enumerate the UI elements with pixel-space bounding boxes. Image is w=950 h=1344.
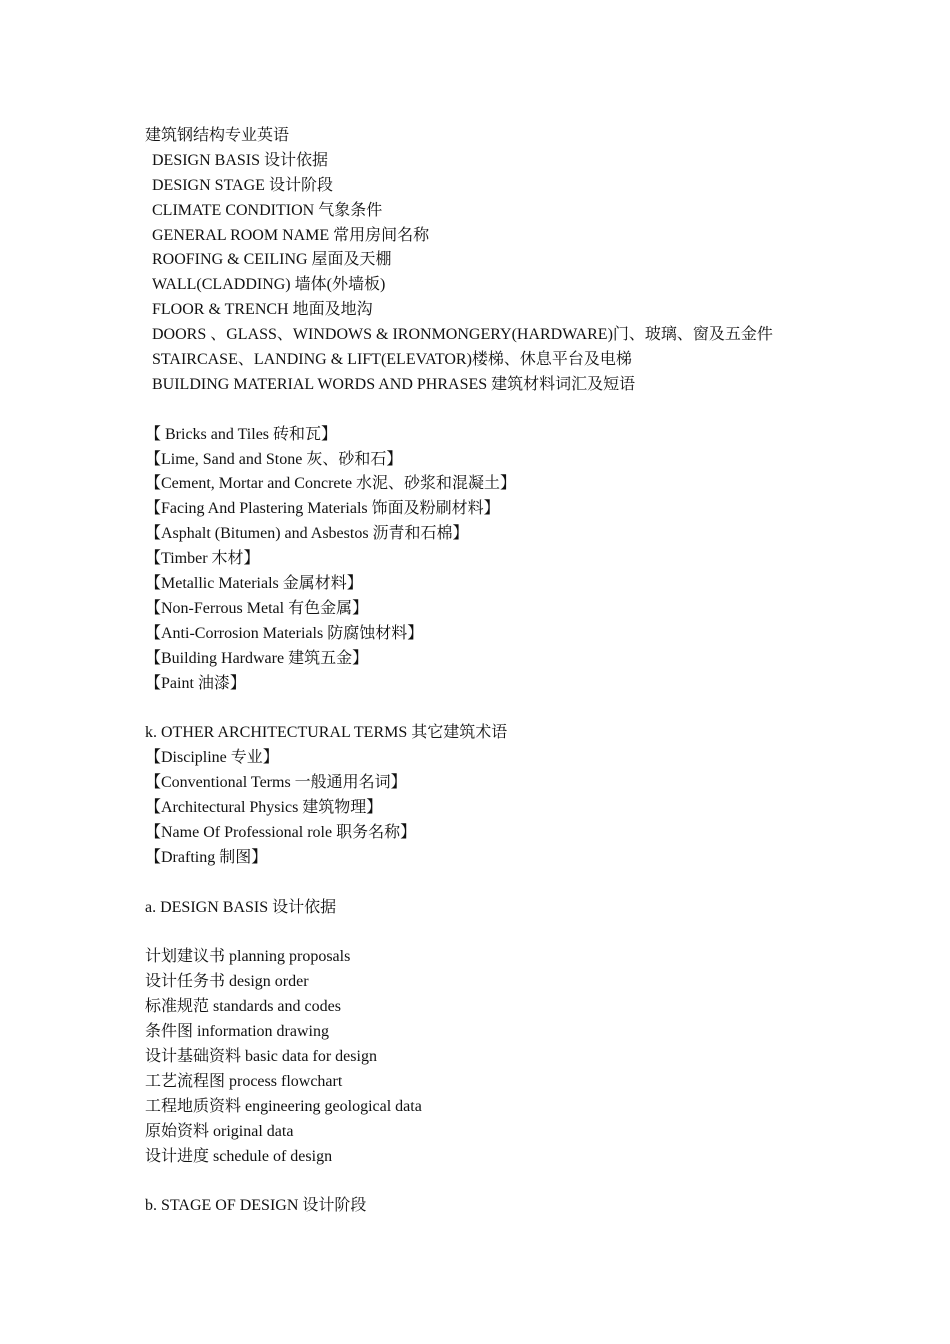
design-basis-item: 条件图 information drawing: [145, 1023, 329, 1041]
materials-list: [145, 423, 845, 697]
document-body: [145, 124, 845, 1219]
section-heading-other: k. OTHER ARCHITECTURAL TERMS 其它建筑术语: [145, 724, 508, 742]
materials-item: 【Anti-Corrosion Materials 防腐蚀材料】: [145, 624, 424, 642]
other-term-item: 【Architectural Physics 建筑物理】: [145, 799, 383, 817]
design-basis-list: [145, 945, 845, 1169]
toc-item: DESIGN BASIS 设计依据: [152, 151, 329, 169]
spacer: [145, 1169, 845, 1194]
design-basis-item: 计划建议书 planning proposals: [145, 948, 351, 966]
toc-item: DOORS 、GLASS、WINDOWS & IRONMONGERY(HARDWARE)门、玻璃、窗及五金件: [152, 326, 773, 344]
toc-item: WALL(CLADDING) 墙体(外墙板): [152, 276, 386, 294]
spacer: [145, 921, 845, 946]
other-terms-list: [145, 746, 845, 870]
materials-item: 【Asphalt (Bitumen) and Asbestos 沥青和石棉】: [145, 525, 469, 543]
other-term-item: 【Name Of Professional role 职务名称】: [145, 823, 417, 841]
design-basis-item: 原始资料 original data: [145, 1122, 294, 1140]
materials-item: 【Lime, Sand and Stone 灰、砂和石】: [145, 450, 403, 468]
materials-item: 【Metallic Materials 金属材料】: [145, 575, 363, 593]
section-heading-design-basis: a. DESIGN BASIS 设计依据: [145, 898, 337, 916]
materials-item: 【Paint 油漆】: [145, 674, 246, 692]
toc-item: BUILDING MATERIAL WORDS AND PHRASES 建筑材料词汇及短语: [152, 375, 636, 393]
other-term-item: 【Drafting 制图】: [145, 848, 268, 866]
document-title: 建筑钢结构专业英语: [145, 127, 290, 144]
materials-item: 【Building Hardware 建筑五金】: [145, 649, 369, 667]
design-basis-item: 设计基础资料 basic data for design: [145, 1047, 377, 1065]
materials-item: 【Non-Ferrous Metal 有色金属】: [145, 599, 369, 617]
design-basis-item: 设计任务书 design order: [145, 973, 309, 991]
materials-item: 【Facing And Plastering Materials 饰面及粉刷材料】: [145, 500, 500, 518]
design-basis-item: 标准规范 standards and codes: [145, 998, 341, 1016]
materials-item: 【Timber 木材】: [145, 550, 260, 568]
toc-item: GENERAL ROOM NAME 常用房间名称: [152, 226, 430, 244]
section-heading-stage: b. STAGE OF DESIGN 设计阶段: [145, 1197, 367, 1215]
other-term-item: 【Conventional Terms 一般通用名词】: [145, 774, 407, 792]
toc-item: ROOFING & CEILING 屋面及天棚: [152, 251, 392, 269]
other-term-item: 【Discipline 专业】: [145, 749, 279, 767]
toc-list: [145, 149, 845, 398]
toc-item: FLOOR & TRENCH 地面及地沟: [152, 301, 373, 319]
design-basis-item: 设计进度 schedule of design: [145, 1147, 333, 1165]
materials-item: 【Cement, Mortar and Concrete 水泥、砂浆和混凝土】: [145, 475, 517, 493]
materials-item: 【 Bricks and Tiles 砖和瓦】: [145, 425, 338, 443]
toc-item: CLIMATE CONDITION 气象条件: [152, 201, 383, 219]
spacer: [145, 696, 845, 721]
design-basis-item: 工艺流程图 process flowchart: [145, 1072, 343, 1090]
spacer: [145, 398, 845, 423]
spacer: [145, 871, 845, 896]
toc-item: STAIRCASE、LANDING & LIFT(ELEVATOR)楼梯、休息平台及电梯: [152, 351, 632, 369]
toc-item: DESIGN STAGE 设计阶段: [152, 176, 333, 194]
design-basis-item: 工程地质资料 engineering geological data: [145, 1097, 422, 1115]
